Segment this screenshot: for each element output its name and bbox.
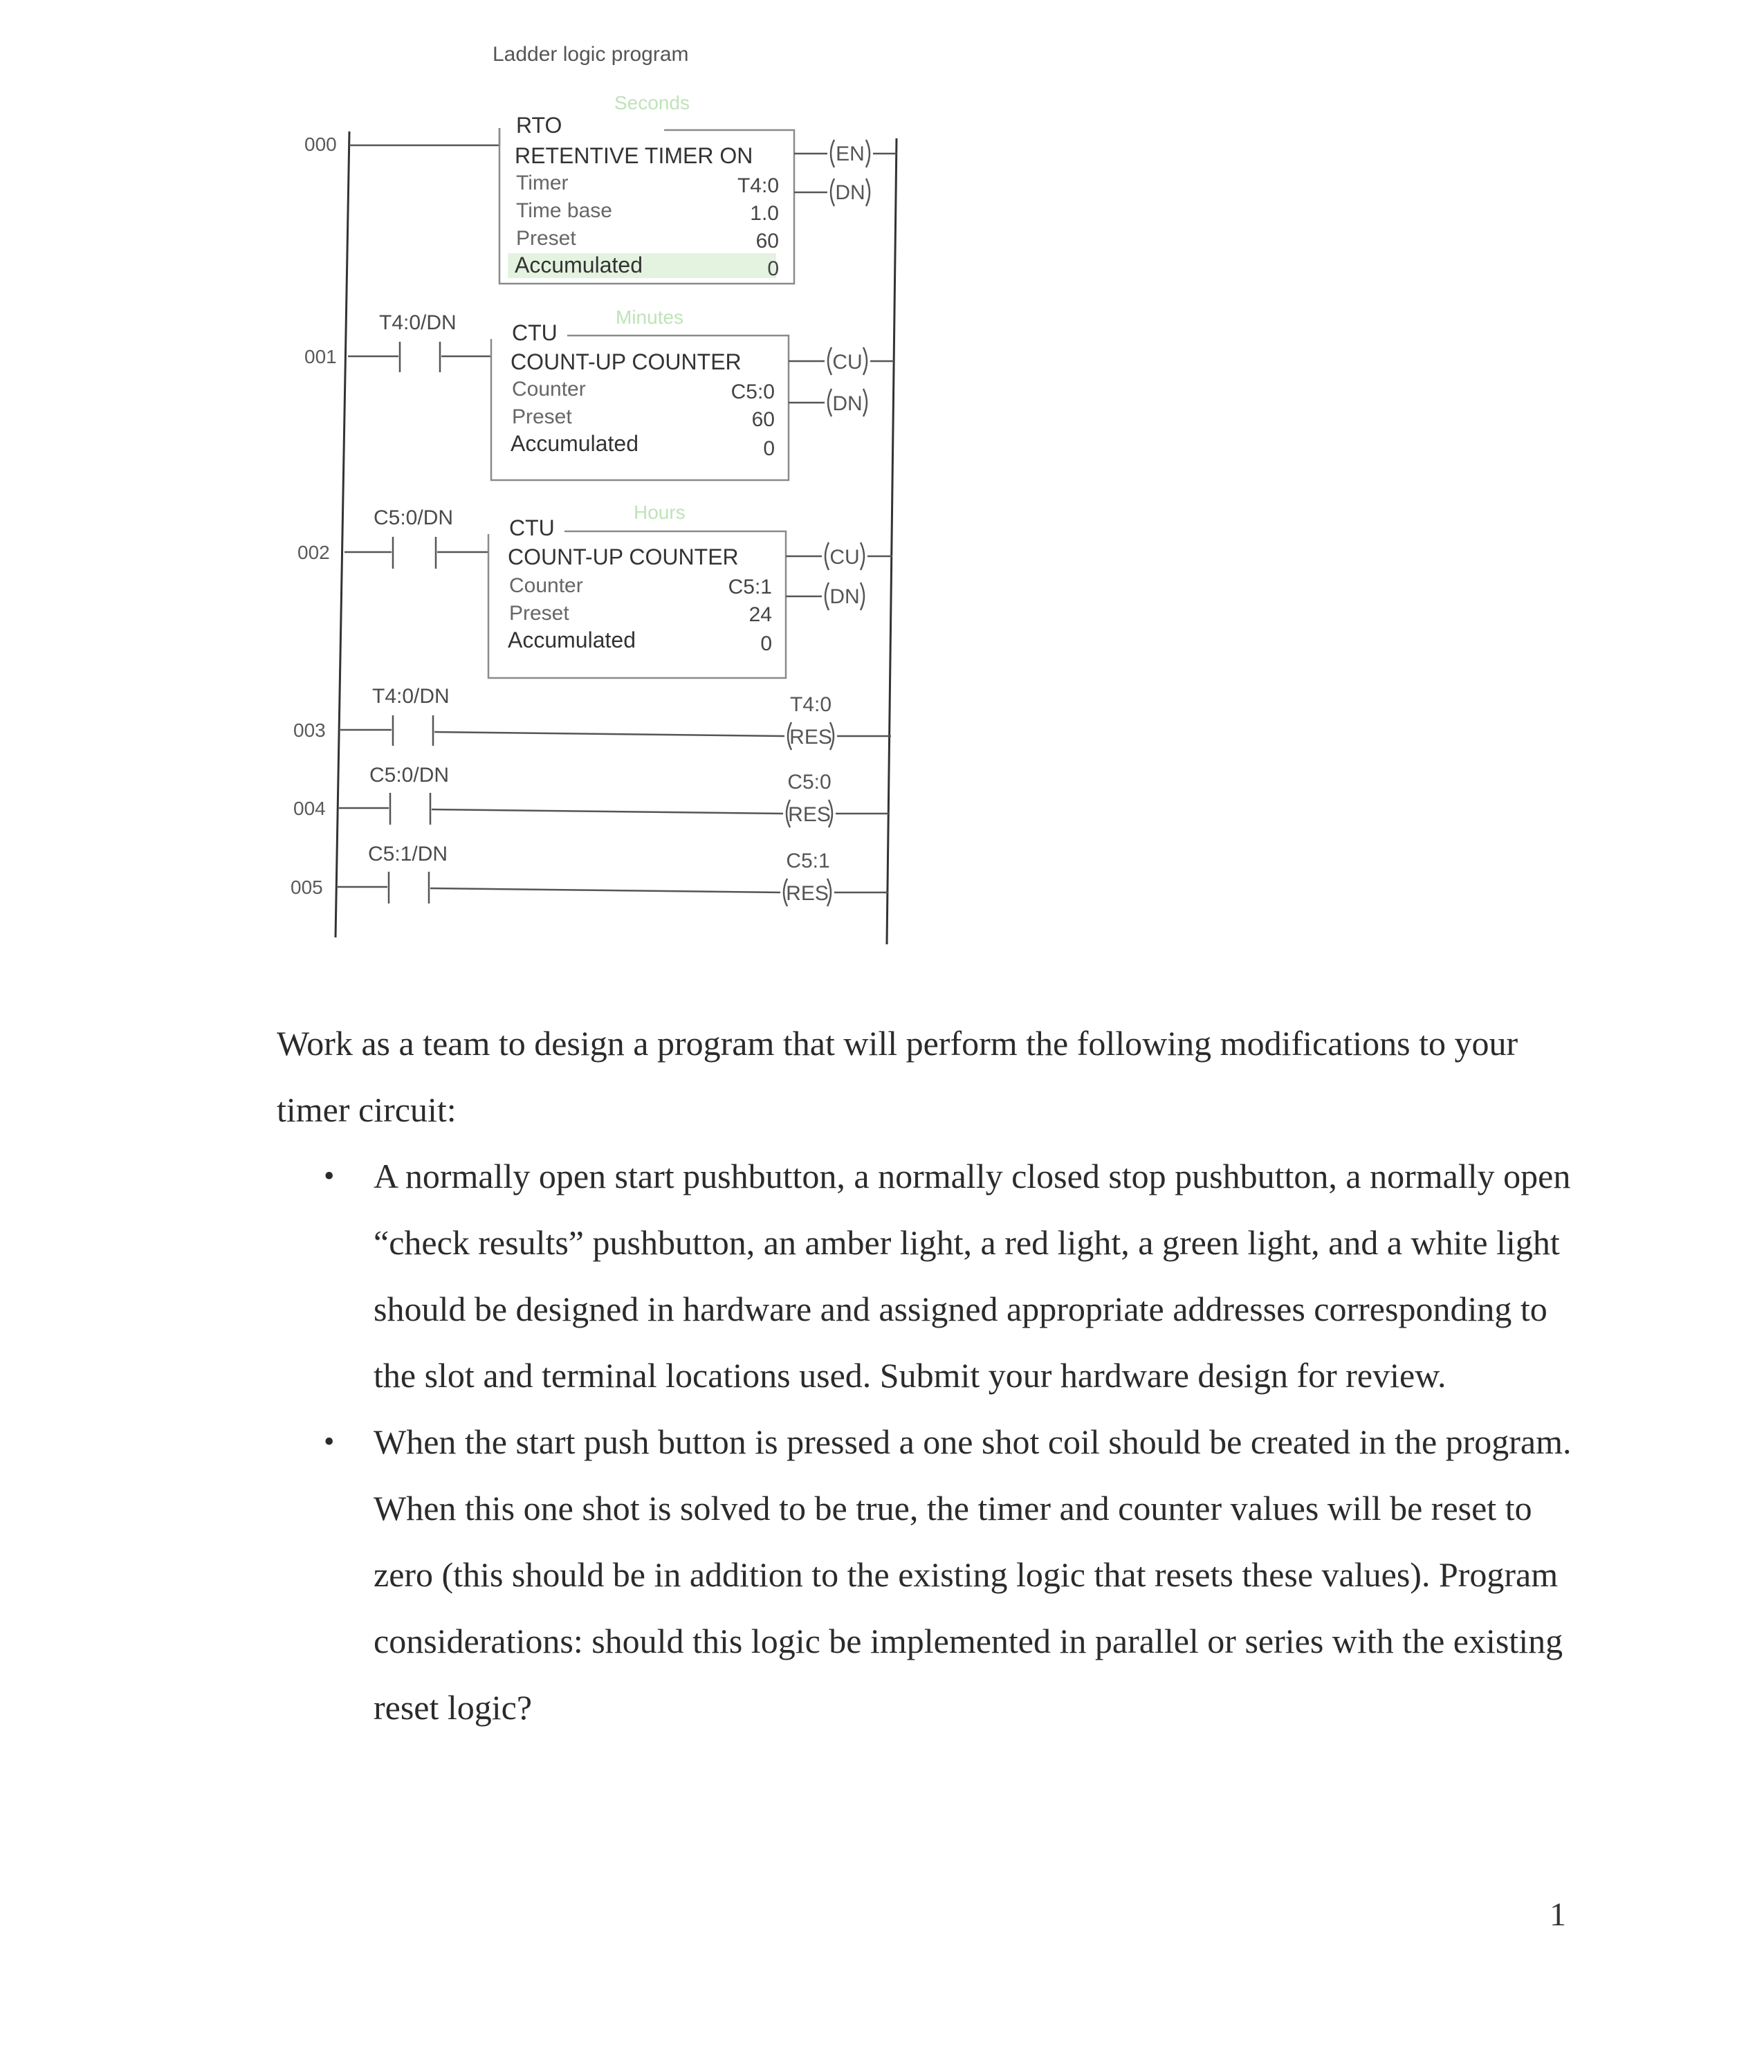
no-contact: [393, 715, 433, 746]
block-row-value: 24: [748, 603, 772, 626]
left-power-rail: [336, 131, 349, 937]
block-overlay-label: Minutes: [616, 306, 684, 328]
contact-label: C5:0/DN: [369, 764, 450, 787]
svg-text:EN: EN: [836, 143, 865, 165]
block-title: COUNT-UP COUNTER: [511, 349, 742, 374]
reset-coil: [784, 879, 831, 906]
block-type: RTO: [516, 113, 562, 138]
no-contact: [389, 872, 429, 904]
svg-text:RES: RES: [789, 726, 832, 749]
contact-label: C5:1/DN: [368, 843, 448, 865]
output-coil-dn: [831, 178, 870, 206]
block-overlay-label: Hours: [634, 502, 686, 523]
block-row-label: Timer: [516, 172, 569, 194]
output-coil-dn: [825, 583, 864, 610]
no-contact: [390, 793, 430, 825]
block-row-value: 60: [751, 408, 775, 431]
svg-text:RES: RES: [788, 803, 831, 826]
bullet-list: [277, 1143, 1591, 1741]
block-row-value: C5:0: [731, 381, 775, 403]
block-row-label: Accumulated: [511, 431, 638, 456]
contact-label: T4:0/DN: [379, 311, 457, 334]
svg-text:DN: DN: [835, 181, 865, 204]
block-row-label: Counter: [509, 574, 583, 597]
svg-text:RES: RES: [786, 882, 829, 905]
svg-text:CU: CU: [829, 546, 860, 569]
no-contact: [400, 342, 440, 372]
diagram-caption: Ladder logic program: [493, 43, 689, 66]
bullet-symbol: •: [324, 1424, 335, 1458]
contact-label: C5:0/DN: [374, 506, 454, 529]
rung-number: 000: [304, 134, 337, 155]
svg-text:DN: DN: [829, 585, 860, 608]
reset-coil: [788, 722, 834, 750]
list-item: [277, 1409, 1591, 1741]
block-row-value: C5:1: [728, 576, 772, 598]
ctu-hours-block: [488, 502, 786, 678]
block-row-value: 0: [763, 437, 775, 460]
block-overlay-label: Seconds: [614, 92, 690, 113]
coil-address: T4:0: [789, 693, 832, 716]
block-row-value: 0: [760, 632, 772, 655]
block-row-label: Preset: [516, 227, 576, 250]
block-row-label: Preset: [509, 602, 569, 625]
output-coil-en: [831, 140, 870, 167]
page-number: 1: [1550, 1896, 1566, 1933]
intro-paragraph: Work as a team to design a program that will perform the following modifications to your timer circuit:: [277, 1024, 1518, 1129]
block-row-label: Time base: [516, 199, 612, 222]
coil-address: C5:0: [787, 771, 832, 794]
output-coil-cu: [828, 347, 867, 375]
block-row-label: Counter: [512, 378, 586, 401]
block-title: RETENTIVE TIMER ON: [515, 143, 753, 168]
output-coil-cu: [825, 542, 864, 570]
output-coil-dn: [828, 389, 867, 416]
block-type: CTU: [512, 320, 558, 345]
coil-address: C5:1: [786, 850, 830, 872]
bullet-symbol: •: [324, 1159, 335, 1193]
block-row-label: Accumulated: [515, 253, 643, 277]
right-power-rail: [887, 138, 897, 944]
svg-text:DN: DN: [832, 392, 863, 415]
rung-number: 005: [291, 877, 323, 898]
block-type: CTU: [509, 515, 555, 540]
ctu-minutes-block: [491, 306, 789, 480]
block-row-value: T4:0: [737, 174, 779, 197]
reset-coil: [787, 800, 832, 827]
block-row-value: 60: [755, 230, 779, 253]
rto-instruction-block: [499, 92, 794, 284]
block-row-value: 0: [767, 257, 779, 280]
rung-number: 002: [297, 542, 330, 563]
bullet-text: When the start push button is pressed a one shot coil should be created in the program. When this one shot is solved to be true, the timer and counter values will be reset to zero (this should be in addition to the existing logic that resets these values). Program considerations: should this logic be implemented in parallel or series with the existing reset logic?: [374, 1422, 1572, 1727]
rung-number: 004: [293, 798, 326, 819]
no-contact: [393, 537, 436, 569]
svg-text:CU: CU: [832, 351, 863, 374]
block-title: COUNT-UP COUNTER: [508, 544, 739, 569]
ladder-logic-diagram: [0, 0, 968, 969]
assignment-text: [277, 1010, 1591, 1741]
block-row-label: Accumulated: [508, 627, 636, 652]
block-row-value: 1.0: [750, 202, 779, 225]
contact-label: T4:0/DN: [372, 685, 450, 708]
rung-number: 001: [304, 346, 337, 367]
bullet-text: A normally open start pushbutton, a normally closed stop pushbutton, a normally open “check results” pushbutton, an amber light, a red light, a green light, and a white light should be designed in hardware and assigned appropriate addresses corresponding to the slot and terminal locations used. Submit your hardware design for review.: [374, 1157, 1571, 1395]
block-row-label: Preset: [512, 405, 572, 428]
rung-number: 003: [293, 719, 326, 741]
list-item: [277, 1143, 1591, 1409]
